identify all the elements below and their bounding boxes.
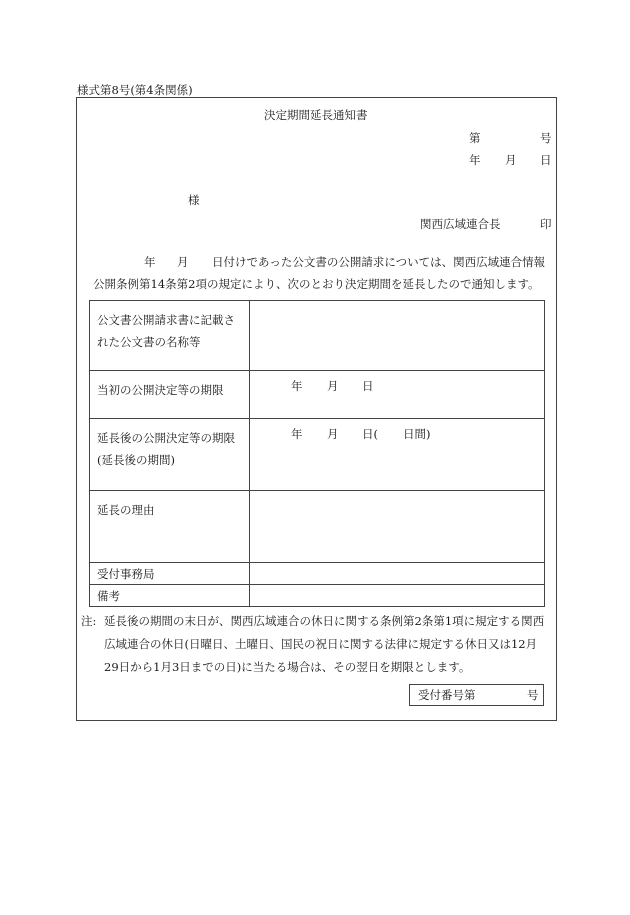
note-line-1: 延長後の期間の末日が、関西広域連合の休日に関する条例第2条第1項に規定する関西 <box>104 614 545 628</box>
original-deadline-day: 日 <box>362 379 374 393</box>
extended-deadline-year: 年 <box>291 427 303 441</box>
original-deadline-year: 年 <box>291 379 303 393</box>
receiving-office-label: 受付事務局 <box>90 563 250 585</box>
receipt-number-suffix: 号 <box>527 688 539 702</box>
receiving-office-value <box>250 563 545 585</box>
extended-deadline-day: 日( <box>362 427 378 441</box>
note-line-3: 29日から1月3日までの日)に当たる場合は、その翌日を期限とします。 <box>104 660 471 674</box>
table-row <box>90 563 545 585</box>
extended-deadline-month: 月 <box>327 427 339 441</box>
original-deadline-value <box>250 371 545 419</box>
table-row <box>90 371 545 419</box>
body-line-2: 公開条例第14条第2項の規定により、次のとおり決定期間を延長したので通知します。 <box>93 277 540 291</box>
extension-reason-value <box>250 491 545 563</box>
date-month: 月 <box>505 153 517 167</box>
table-row <box>90 301 545 371</box>
extension-reason-label: 延長の理由 <box>90 491 250 563</box>
form-number: 様式第8号(第4条関係) <box>77 83 193 97</box>
date-year: 年 <box>469 153 481 167</box>
document-title: 決定期間延長通知書 <box>264 108 368 122</box>
table-row <box>90 585 545 607</box>
date-day: 日 <box>540 153 552 167</box>
extended-deadline-label: 延長後の公開決定等の期限(延長後の期間) <box>90 419 250 491</box>
seal-mark: 印 <box>540 217 552 231</box>
body-line-1: 日付けであった公文書の公開請求については、関西広域連合情報 <box>212 255 546 269</box>
doc-number-prefix: 第 <box>469 131 481 145</box>
doc-number-suffix: 号 <box>540 131 552 145</box>
body-month: 月 <box>177 255 189 269</box>
sender-name: 関西広域連合長 <box>420 217 501 231</box>
table-row <box>90 491 545 563</box>
document-name-value <box>250 301 545 371</box>
note-line-2: 広域連合の休日(日曜日、土曜日、国民の祝日に関する法律に規定する休日又は12月 <box>104 637 538 651</box>
original-deadline-label: 当初の公開決定等の期限 <box>90 371 250 419</box>
addressee-suffix: 様 <box>188 193 200 207</box>
remarks-label: 備考 <box>90 585 250 607</box>
body-year: 年 <box>144 255 156 269</box>
extended-deadline-value <box>250 419 545 491</box>
document-name-label: 公文書公開請求書に記載された公文書の名称等 <box>90 301 250 371</box>
details-table <box>89 300 545 607</box>
receipt-number-prefix: 受付番号第 <box>418 688 476 702</box>
receipt-number-box <box>409 684 544 706</box>
remarks-value <box>250 585 545 607</box>
original-deadline-month: 月 <box>327 379 339 393</box>
table-row <box>90 419 545 491</box>
extended-period-days: 日間) <box>403 427 431 441</box>
note-prefix: 注: <box>81 614 97 628</box>
